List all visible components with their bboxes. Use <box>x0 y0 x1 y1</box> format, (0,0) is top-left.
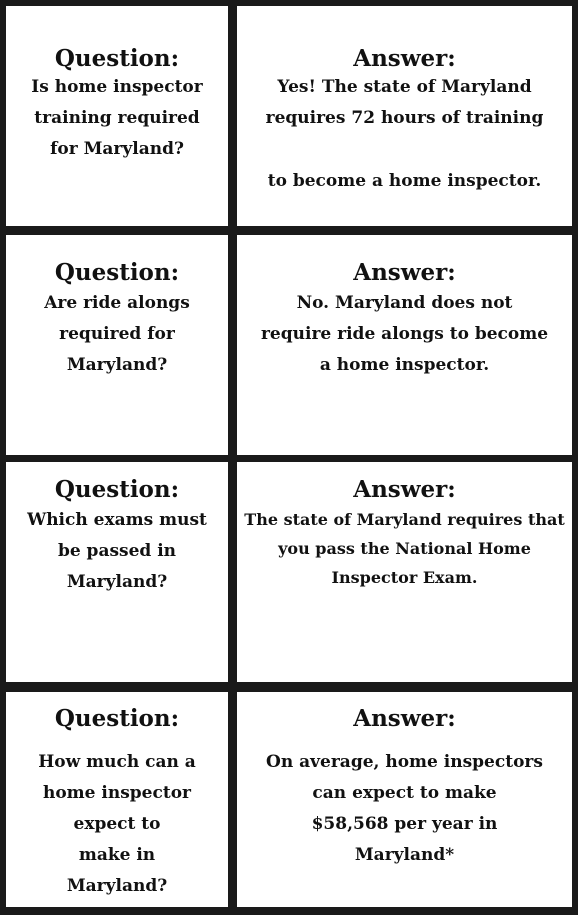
answer-text <box>237 747 572 871</box>
question-card-2 <box>6 235 228 455</box>
answer-line: Inspector Exam. <box>331 568 478 587</box>
answer-line: require ride alongs to become <box>260 324 549 344</box>
question-card-3 <box>6 462 228 682</box>
question-line: Is home inspector <box>31 77 203 97</box>
question-card-4 <box>6 692 228 907</box>
answer-line: you pass the National Home <box>278 539 531 558</box>
answer-line: to become a home inspector. <box>267 171 542 191</box>
answer-line: can expect to make <box>312 783 497 803</box>
question-line: Maryland? <box>66 572 168 592</box>
question-text <box>6 505 228 598</box>
answer-heading: Answer: <box>353 259 456 286</box>
answer-text <box>237 288 572 381</box>
question-text <box>6 72 228 165</box>
question-text <box>6 288 228 381</box>
answer-card-1 <box>237 6 572 226</box>
answer-heading: Answer: <box>353 705 456 732</box>
answer-line: Maryland* <box>354 845 455 865</box>
question-heading: Question: <box>54 259 180 286</box>
answer-line: a home inspector. <box>319 355 490 375</box>
question-line: Maryland? <box>66 355 168 375</box>
answer-heading: Answer: <box>353 45 456 72</box>
question-text <box>6 747 228 902</box>
answer-card-2 <box>237 235 572 455</box>
question-line: be passed in <box>57 541 177 561</box>
answer-heading: Answer: <box>353 476 456 503</box>
answer-card-4 <box>237 692 572 907</box>
question-line: Are ride alongs <box>44 293 190 313</box>
question-heading: Question: <box>54 476 180 503</box>
question-line: required for <box>59 324 175 344</box>
answer-line: requires 72 hours of training <box>265 108 544 128</box>
question-card-1 <box>6 6 228 226</box>
answer-text <box>237 505 572 592</box>
answer-line: No. Maryland does not <box>296 293 513 313</box>
question-line: Which exams must <box>27 510 207 530</box>
question-line: Maryland? <box>66 876 168 896</box>
question-heading: Question: <box>54 45 180 72</box>
answer-text <box>237 72 572 197</box>
question-line: training required <box>34 108 200 128</box>
answer-line: The state of Maryland requires that <box>244 510 565 529</box>
answer-line: $58,568 per year in <box>311 814 498 834</box>
question-heading: Question: <box>54 705 180 732</box>
question-line: for Maryland? <box>50 139 184 159</box>
answer-line: On average, home inspectors <box>266 752 543 772</box>
question-line: expect to <box>73 814 161 834</box>
question-line: How much can a <box>38 752 196 772</box>
answer-card-3 <box>237 462 572 682</box>
question-line: home inspector <box>42 783 191 803</box>
answer-line: Yes! The state of Maryland <box>277 77 532 97</box>
question-line: make in <box>78 845 156 865</box>
